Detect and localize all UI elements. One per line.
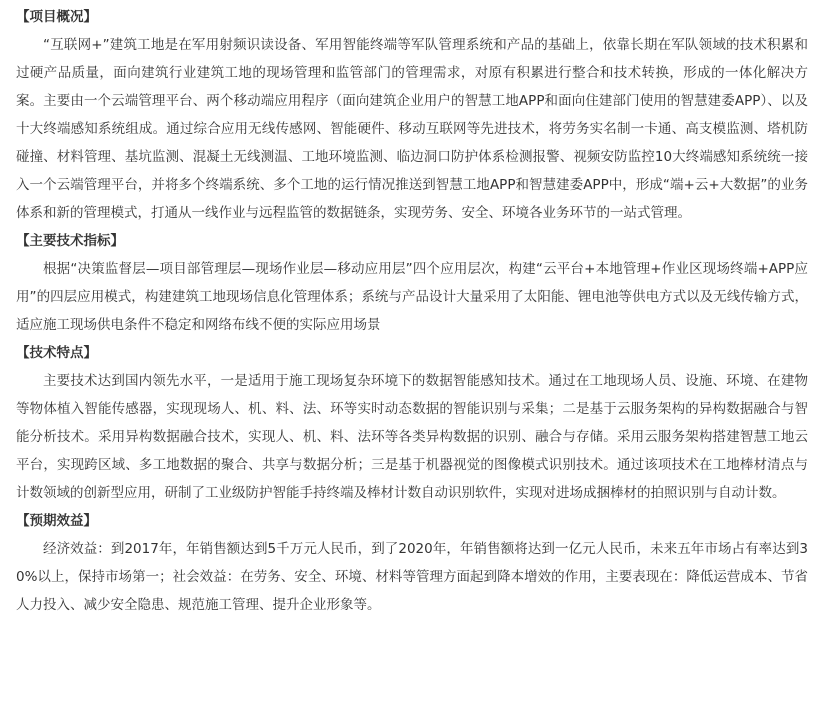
section-title: 【技术特点】 [16,345,97,361]
section-technical-features [16,339,808,507]
section-title: 【项目概况】 [16,9,97,25]
section-paragraph: 根据“决策监督层—项目部管理层—现场作业层—移动应用层”四个应用层次，构建“云平台+本地管理+作业区现场终端+APP应用”的四层应用模式，构建建筑工地现场信息化管理体系；系统与产品设计大量采用了太阳能、锂电池等供电方式以及无线传输方式，适应施工现场供电条件不稳定和网络布线不便的实际应用场景 [16,261,808,333]
section-project-overview [16,3,808,227]
section-title: 【主要技术指标】 [16,233,124,249]
section-expected-benefits [16,507,808,619]
section-paragraph: 经济效益：到2017年，年销售额达到5千万元人民币，到了2020年，年销售额将达到一亿元人民币，未来五年市场占有率达到30%以上，保持市场第一；社会效益：在劳务、安全、环境、材料等管理方面起到降本增效的作用，主要表现在：降低运营成本、节省人力投入、减少安全隐患、规范施工管理、提升企业形象等。 [16,541,808,613]
section-paragraph: 主要技术达到国内领先水平，一是适用于施工现场复杂环境下的数据智能感知技术。通过在工地现场人员、设施、环境、在建物等物体植入智能传感器，实现现场人、机、料、法、环等实时动态数据的智能识别与采集；二是基于云服务架构的异构数据融合与智能分析技术。采用异构数据融合技术，实现人、机、料、法环等各类异构数据的识别、融合与存储。采用云服务架构搭建智慧工地云平台，实现跨区域、多工地数据的聚合、共享与数据分析；三是基于机器视觉的图像模式识别技术。通过该项技术在工地棒材清点与计数领域的创新型应用，研制了工业级防护智能手持终端及棒材计数自动识别软件，实现对进场成捆棒材的拍照识别与自动计数。 [16,373,808,501]
section-technical-indicators [16,227,808,339]
document-page [16,3,808,619]
section-title: 【预期效益】 [16,513,97,529]
section-paragraph: “互联网+”建筑工地是在军用射频识读设备、军用智能终端等军队管理系统和产品的基础上，依靠长期在军队领域的技术积累和过硬产品质量，面向建筑行业建筑工地的现场管理和监管部门的管理需求，对原有积累进行整合和技术转换，形成的一体化解决方案。主要由一个云端管理平台、两个移动端应用程序（面向建筑企业用户的智慧工地APP和面向住建部门使用的智慧建委APP）、以及十大终端感知系统组成。通过综合应用无线传感网、智能硬件、移动互联网等先进技术，将劳务实名制一卡通、高支模监测、塔机防碰撞、材料管理、基坑监测、混凝土无线测温、工地环境监测、临边洞口防护体系检测报警、视频安防监控10大终端感知系统统一接入一个云端管理平台，并将多个终端系统、多个工地的运行情况推送到智慧工地APP和智慧建委APP中，形成“端+云+大数据”的业务体系和新的管理模式，打通从一线作业与远程监管的数据链条，实现劳务、安全、环境各业务环节的一站式管理。 [16,37,808,221]
